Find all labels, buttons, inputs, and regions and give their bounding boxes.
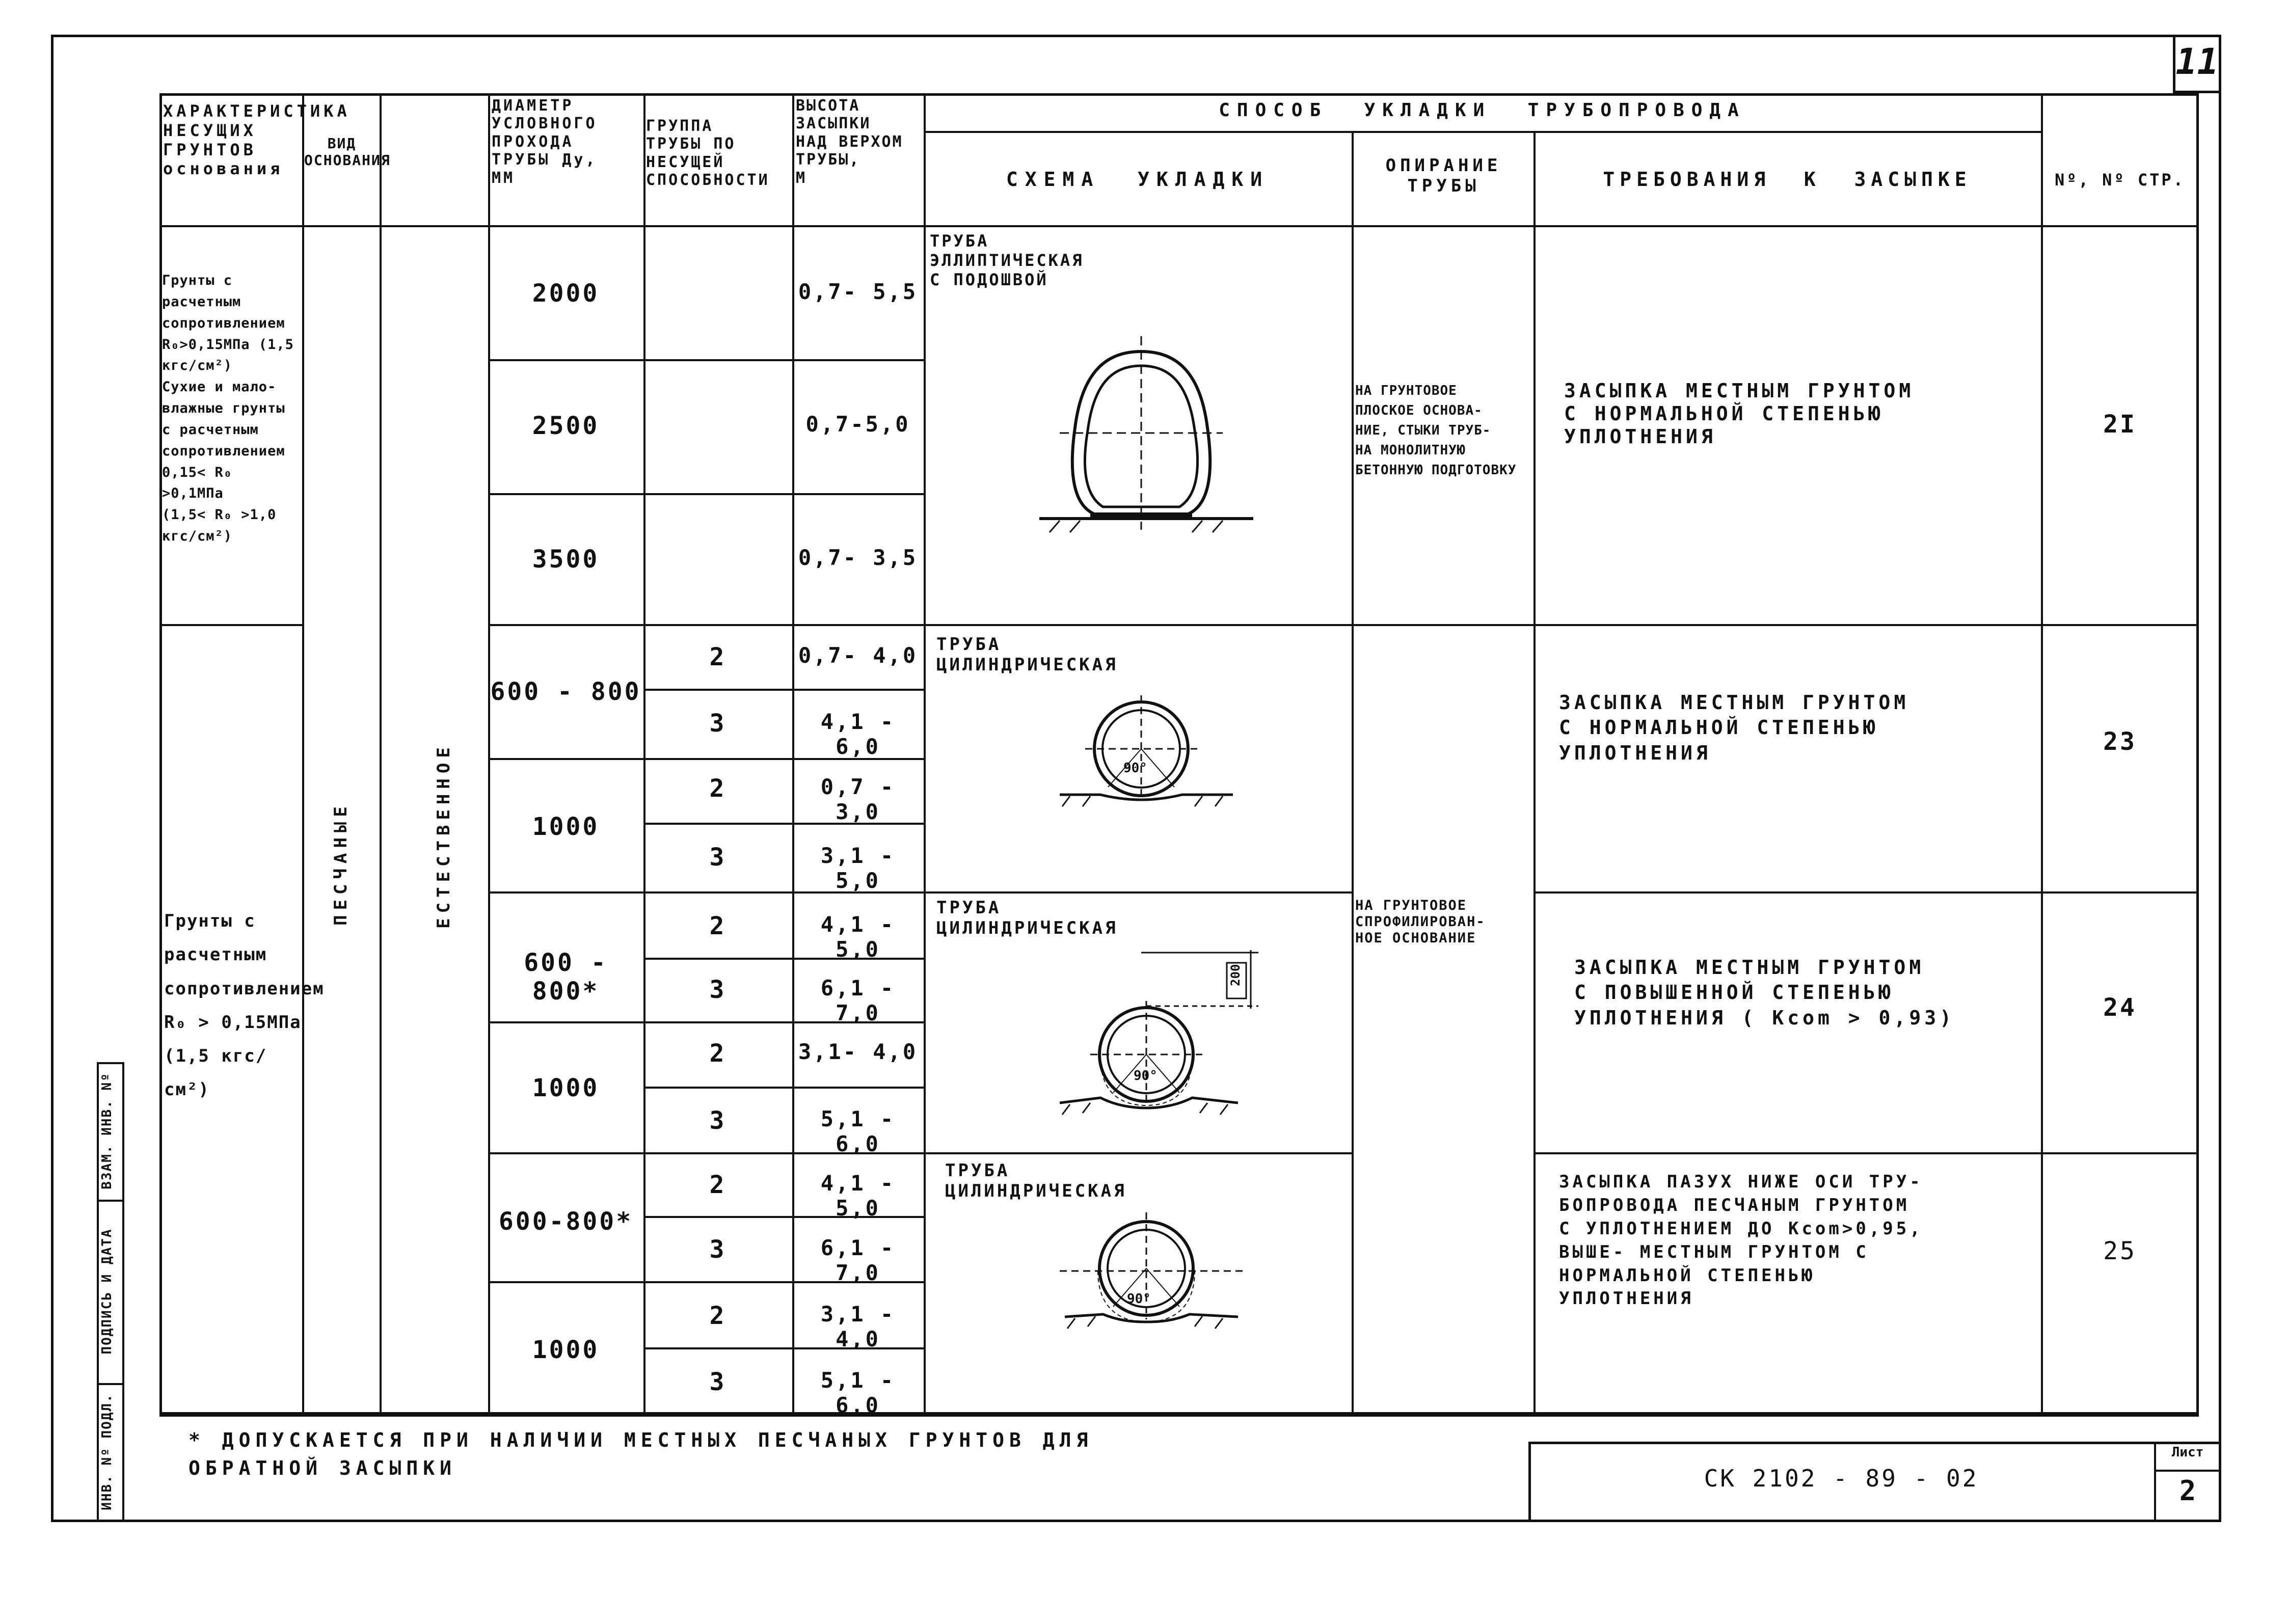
side-stamp-line-2 xyxy=(122,1062,124,1522)
side-stamp-sign-date: ПОДПИСЬ И ДАТА xyxy=(99,1228,115,1355)
s4-requirements: ЗАСЫПКА ПАЗУХ НИЖЕ ОСИ ТРУ- БОПРОВОДА ПЕСЧАНЫМ ГРУНТОМ С УПЛОТНЕНИЕМ ДО Kcom>0,95, ВЫШЕ- МЕСТНЫМ ГРУНТОМ С НОРМАЛЬНОЙ СТЕПЕНЬЮ УПЛОТНЕНИЯ xyxy=(1559,1172,1923,1309)
s2-group-4: 3 xyxy=(709,843,727,872)
s3-height-4: 5,1 - 6,0 xyxy=(820,1106,896,1156)
s1-height-3: 0,7- 3,5 xyxy=(798,545,918,570)
section2-bottom-right xyxy=(1533,891,2199,894)
s2-page: 23 xyxy=(2103,727,2137,756)
side-stamp-line-1 xyxy=(97,1062,99,1522)
header-method: СПОСОБ УКЛАДКИ ТРУБОПРОВОДА xyxy=(1219,100,1746,121)
soil-description-2: Грунты с расчетным сопротивлением R₀ > 0,15МПа (1,5 кгс/см²) xyxy=(164,911,325,1100)
s2-group-2: 3 xyxy=(709,709,727,738)
stamp-code: СК 2102 - 89 - 02 xyxy=(1704,1465,1979,1492)
s1-diameter-3: 3500 xyxy=(532,545,600,574)
s1-diameter-2: 2500 xyxy=(532,412,600,440)
col-line-7 xyxy=(1352,131,1354,1415)
s2-angle: 90° xyxy=(1123,761,1147,776)
s1-support: НА ГРУНТОВОЕ ПЛОСКОЕ ОСНОВА- НИЕ, СТЫКИ ТРУБ- НА МОНОЛИТНУЮ БЕТОННУЮ ПОДГОТОВКУ xyxy=(1355,383,1517,478)
s4-angle: 90° xyxy=(1127,1291,1151,1307)
s2-cylindrical-pipe-drawing xyxy=(1050,695,1243,813)
s4-diameter-2: 1000 xyxy=(532,1336,600,1364)
s3-group-line-2 xyxy=(643,1087,924,1089)
s4-cylindrical-pipe-drawing xyxy=(1050,1212,1253,1345)
footnote-top-line xyxy=(159,1415,2199,1417)
stamp-sheet-line xyxy=(2154,1470,2221,1472)
s4-group-1: 2 xyxy=(709,1171,727,1199)
s2-height-3: 0,7 - 3,0 xyxy=(820,774,896,824)
s3-angle: 90° xyxy=(1134,1068,1158,1084)
s3-page: 24 xyxy=(2103,993,2137,1022)
col-line-8 xyxy=(1533,131,1536,1415)
s3-height-2: 6,1 - 7,0 xyxy=(820,976,896,1025)
section3-bottom-right xyxy=(1533,1152,2199,1154)
s4-height-2: 6,1 - 7,0 xyxy=(820,1235,896,1285)
s3-group-2: 3 xyxy=(709,976,727,1004)
s3-height-3: 3,1- 4,0 xyxy=(798,1039,918,1064)
base-type-label: ЕСТЕСТВЕННОЕ xyxy=(434,742,454,929)
s1-row-line-2 xyxy=(488,493,924,495)
s1-page: 2I xyxy=(2103,410,2137,439)
s4-height-4: 5,1 - 6,0 xyxy=(820,1368,896,1418)
side-stamp-inv-original: ИНВ. Nº ПОДЛ. xyxy=(99,1393,115,1510)
col-line-6 xyxy=(924,93,926,1415)
s4-group-2: 3 xyxy=(709,1235,727,1264)
s3-dimension: 200 xyxy=(1228,964,1243,986)
col-line-soil-sub xyxy=(302,225,304,1415)
side-stamp-inv-replace: ВЗАМ. ИНВ. Nº xyxy=(99,1072,115,1189)
page-number: 11 xyxy=(2175,41,2219,83)
stamp-sheet-label: Лист xyxy=(2171,1445,2204,1460)
s2-diameter-2: 1000 xyxy=(532,813,600,841)
s1-elliptical-pipe-drawing xyxy=(1039,336,1253,545)
header-support: ОПИРАНИЕ ТРУБЫ xyxy=(1385,155,1502,197)
s3-diameter-1: 600 - 800* xyxy=(524,949,608,1006)
s4-page: 25 xyxy=(2103,1237,2137,1265)
s1-diameter-1: 2000 xyxy=(532,279,600,308)
s2-height-2: 4,1 - 6,0 xyxy=(820,709,896,759)
s4-scheme-label: ТРУБА ЦИЛИНДРИЧЕСКАЯ xyxy=(945,1160,1127,1202)
s3-diameter-2: 1000 xyxy=(532,1074,600,1102)
header-soil: ХАРАКТЕРИСТИКА НЕСУЩИХ ГРУНТОВ основания xyxy=(163,101,351,179)
s3-support: НА ГРУНТОВОЕ СПРОФИЛИРОВАН- НОЕ ОСНОВАНИЕ xyxy=(1355,898,1486,946)
header-page: Nº, Nº СТР. xyxy=(2055,170,2185,190)
s2-scheme-label: ТРУБА ЦИЛИНДРИЧЕСКАЯ xyxy=(936,634,1118,675)
s2-diameter-1: 600 - 800 xyxy=(490,678,641,706)
col-line-2 xyxy=(380,93,382,1415)
s2-group-3: 2 xyxy=(709,774,727,803)
s1-height-2: 0,7-5,0 xyxy=(805,412,910,437)
s3-group-1: 2 xyxy=(709,912,727,940)
s4-diameter-1: 600-800* xyxy=(498,1207,633,1236)
s4-height-1: 4,1 - 5,0 xyxy=(820,1171,896,1221)
s4-group-3: 2 xyxy=(709,1302,727,1330)
header-scheme: СХЕМА УКЛАДКИ xyxy=(1006,168,1270,191)
header-group: ГРУППА ТРУБЫ ПО НЕСУЩЕЙ СПОСОБНОСТИ xyxy=(646,117,770,190)
s2-height-4: 3,1 - 5,0 xyxy=(820,843,896,893)
s1-row-line-1 xyxy=(488,359,924,361)
s2-height-1: 0,7- 4,0 xyxy=(798,643,918,668)
s3-requirements: ЗАСЫПКА МЕСТНЫМ ГРУНТОМ С ПОВЫШЕННОЙ СТЕПЕНЬЮ УПЛОТНЕНИЯ ( Kcom > 0,93) xyxy=(1574,956,1955,1029)
s4-group-4: 3 xyxy=(709,1368,727,1396)
method-subheader-line xyxy=(924,131,2041,133)
header-base: ВИД ОСНОВАНИЯ xyxy=(304,135,391,169)
s2-group-1: 2 xyxy=(709,643,727,671)
footnote: * ДОПУСКАЕТСЯ ПРИ НАЛИЧИИ МЕСТНЫХ ПЕСЧАНЫХ ГРУНТОВ ДЛЯ ОБРАТНОЙ ЗАСЫПКИ xyxy=(189,1429,1093,1480)
header-divider xyxy=(159,225,2199,227)
s2-requirements: ЗАСЫПКА МЕСТНЫМ ГРУНТОМ С НОРМАЛЬНОЙ СТЕПЕНЬЮ УПЛОТНЕНИЯ xyxy=(1559,691,1909,764)
s2-group-line-1 xyxy=(643,689,924,691)
s1-scheme-label: ТРУБА ЭЛЛИПТИЧЕСКАЯ С ПОДОШВОЙ xyxy=(930,231,1084,289)
s3-group-4: 3 xyxy=(709,1106,727,1135)
s1-height-1: 0,7- 5,5 xyxy=(798,279,918,304)
header-requirements: ТРЕБОВАНИЯ К ЗАСЫПКЕ xyxy=(1603,168,1972,191)
s3-scheme-label: ТРУБА ЦИЛИНДРИЧЕСКАЯ xyxy=(936,898,1118,939)
section1-bottom-soil xyxy=(159,624,302,626)
s1-requirements: ЗАСЫПКА МЕСТНЫМ ГРУНТОМ С НОРМАЛЬНОЙ СТЕПЕНЬЮ УПЛОТНЕНИЯ xyxy=(1564,380,1915,448)
stamp-sheet-number: 2 xyxy=(2179,1475,2196,1507)
s3-height-1: 4,1 - 5,0 xyxy=(820,912,896,962)
soil-type-label: ПЕСЧАНЫЕ xyxy=(331,801,351,926)
soil-description-1: Грунты с расчетным сопротивлением R₀>0,15МПа (1,5 кгс/см²) Сухие и мало- влажные грунты с расчетным сопротивлением 0,15< R₀ >0,1МПа (1,5< R₀ >1,0 кгс/см²) xyxy=(162,273,294,545)
s4-height-3: 3,1 - 4,0 xyxy=(820,1302,896,1351)
section1-bottom xyxy=(488,624,2199,626)
header-diameter: ДИАМЕТР УСЛОВНОГО ПРОХОДА ТРУБЫ Ду, ММ xyxy=(492,97,598,187)
s3-group-3: 2 xyxy=(709,1039,727,1068)
header-height: ВЫСОТА ЗАСЫПКИ НАД ВЕРХОМ ТРУБЫ, М xyxy=(796,97,903,187)
